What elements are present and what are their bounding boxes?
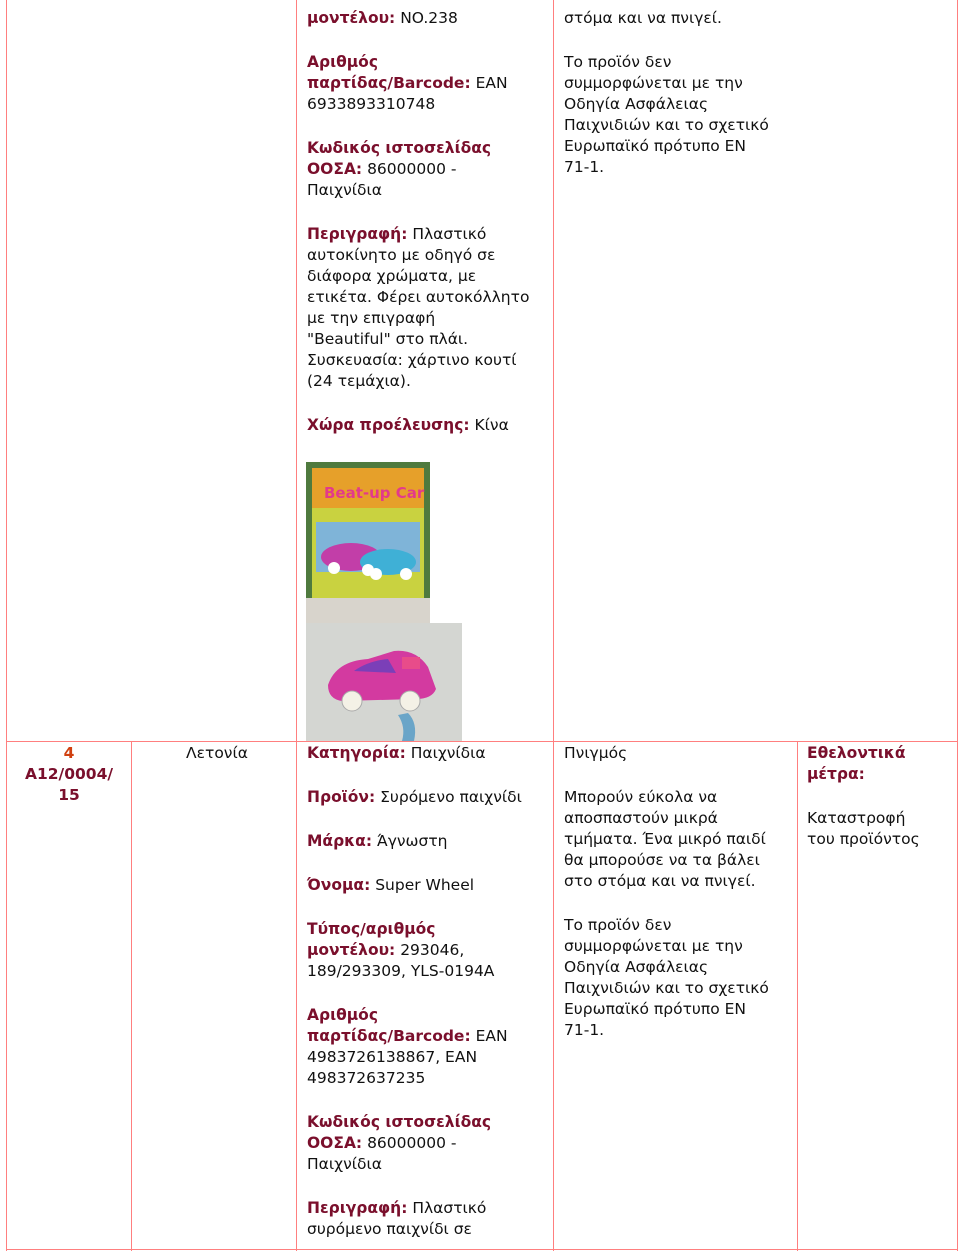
reference-number: A12/0004/ [24, 765, 114, 783]
row-index: 4 [63, 744, 75, 762]
barcode-value: EAN [470, 1027, 508, 1045]
origin-label: Χώρα προέλευσης: [307, 416, 470, 434]
country: Λετονία [186, 744, 248, 762]
oosa-value-2: Παιχνίδια [307, 181, 382, 199]
compliance-line: Το προϊόν δεν [564, 916, 672, 934]
product-photo-car [306, 623, 462, 741]
barcode-label-2: παρτίδας/Barcode: [307, 74, 471, 92]
oosa-line [307, 1133, 551, 1154]
product-line [307, 787, 551, 808]
oosa-label: Κωδικός ιστοσελίδας [307, 139, 492, 157]
model-label: μοντέλου: [307, 9, 396, 27]
measures-label-2: μέτρα: [807, 765, 865, 783]
oosa-label-2: ΟΟΣΑ: [307, 160, 363, 178]
compliance-line: Οδηγία Ασφάλειας [564, 95, 709, 113]
product-cell [307, 743, 551, 1240]
barcode-label: Αριθμός [307, 1006, 379, 1024]
barcode-value-3: 498372637235 [307, 1069, 426, 1087]
model-value-2: 189/293309, YLS-0194A [307, 962, 495, 980]
name-label: Όνομα: [307, 876, 371, 894]
description-line: με την επιγραφή [307, 309, 436, 327]
grid-line [797, 741, 798, 1251]
risk-detail-line: αποσπαστούν μικρά [564, 809, 718, 827]
barcode-value: EAN [470, 74, 508, 92]
description-label: Περιγραφή: [307, 1199, 408, 1217]
name-value: Super Wheel [370, 876, 475, 894]
barcode-label: Αριθμός [307, 53, 379, 71]
description-line: Συσκευασία: χάρτινο κουτί [307, 351, 517, 369]
category-value: Παιχνίδια [405, 744, 486, 762]
compliance-line: συμμορφώνεται με την [564, 74, 743, 92]
model-line [307, 8, 551, 29]
barcode-line [307, 73, 551, 94]
description-label: Περιγραφή: [307, 225, 408, 243]
brand-value: Άγνωστη [372, 832, 448, 850]
oosa-label-2: ΟΟΣΑ: [307, 1134, 363, 1152]
risk-detail-line: στο στόμα και να πνιγεί. [564, 872, 756, 890]
risk-detail-line: τμήματα. Ένα μικρό παιδί [564, 830, 766, 848]
grid-line [6, 1249, 958, 1250]
description-line: διάφορα χρώματα, με [307, 267, 477, 285]
oosa-line [307, 159, 551, 180]
category-line [307, 743, 551, 764]
description-line: αυτοκίνητο με οδηγό σε [307, 246, 496, 264]
product-value: Συρόμενο παιχνίδι [375, 788, 522, 806]
row-number-cell [7, 743, 131, 806]
country-cell [186, 743, 294, 764]
risk-detail-line: θα μπορούσε να τα βάλει [564, 851, 760, 869]
category-label: Κατηγορία: [307, 744, 406, 762]
compliance-line: Ευρωπαϊκό πρότυπο EN [564, 1000, 747, 1018]
compliance-line: συμμορφώνεται με την [564, 937, 743, 955]
description-value: Πλαστικό [407, 1199, 487, 1217]
grid-line [131, 741, 132, 1251]
risk-line: στόμα και να πνιγεί. [564, 9, 722, 27]
description-value: Πλαστικό [407, 225, 487, 243]
compliance-line: Ευρωπαϊκό πρότυπο EN [564, 137, 747, 155]
product-photo-box [306, 462, 430, 623]
description-line: (24 τεμάχια). [307, 372, 411, 390]
reference-number-2: 15 [58, 786, 80, 804]
description-line-2: συρόμενο παιχνίδι σε [307, 1220, 472, 1238]
risk-type: Πνιγμός [564, 744, 628, 762]
model-value: NO.238 [395, 9, 458, 27]
risk-detail-line: Μπορούν εύκολα να [564, 788, 718, 806]
origin-line [307, 415, 551, 436]
brand-label: Μάρκα: [307, 832, 373, 850]
measures-label: Εθελοντικά [807, 744, 906, 762]
model-value: 293046, [395, 941, 465, 959]
model-line [307, 940, 551, 961]
oosa-value-2: Παιχνίδια [307, 1155, 382, 1173]
box-logo-text: Beat-up Car [324, 484, 425, 502]
compliance-line: 71-1. [564, 1021, 605, 1039]
product-label: Προϊόν: [307, 788, 376, 806]
description-line: ετικέτα. Φέρει αυτοκόλλητο [307, 288, 530, 306]
description-line [307, 224, 551, 245]
oosa-value: 86000000 - [362, 1134, 457, 1152]
grid-line [6, 0, 7, 1251]
barcode-value-2: 4983726138867, EAN [307, 1048, 478, 1066]
top-product-cell [307, 8, 551, 436]
measures-value: Καταστροφή [807, 809, 906, 827]
grid-line [6, 741, 958, 742]
compliance-line: Παιχνιδιών και το σχετικό [564, 979, 769, 997]
barcode-label-2: παρτίδας/Barcode: [307, 1027, 471, 1045]
compliance-line: Οδηγία Ασφάλειας [564, 958, 709, 976]
grid-line [296, 0, 297, 1251]
origin-value: Κίνα [469, 416, 509, 434]
grid-line [553, 0, 554, 1251]
measures-value-2: του προϊόντος [807, 830, 920, 848]
compliance-line: Παιχνιδιών και το σχετικό [564, 116, 769, 134]
toy-car-image [306, 623, 462, 741]
barcode-value-2: 6933893310748 [307, 95, 436, 113]
brand-line [307, 831, 551, 852]
compliance-line: 71-1. [564, 158, 605, 176]
model-label-2: μοντέλου: [307, 941, 396, 959]
grid-line [957, 0, 958, 1251]
description-line [307, 1198, 551, 1219]
oosa-label: Κωδικός ιστοσελίδας [307, 1113, 492, 1131]
description-line: "Beautiful" στο πλάι. [307, 330, 469, 348]
measures-cell [807, 743, 955, 850]
risk-cell [564, 743, 794, 1041]
name-line [307, 875, 551, 896]
toy-box-image [306, 462, 430, 623]
model-label: Τύπος/αριθμός [307, 920, 436, 938]
oosa-value: 86000000 - [362, 160, 457, 178]
top-risk-cell [564, 8, 794, 178]
compliance-line: Το προϊόν δεν [564, 53, 672, 71]
barcode-line [307, 1026, 551, 1047]
